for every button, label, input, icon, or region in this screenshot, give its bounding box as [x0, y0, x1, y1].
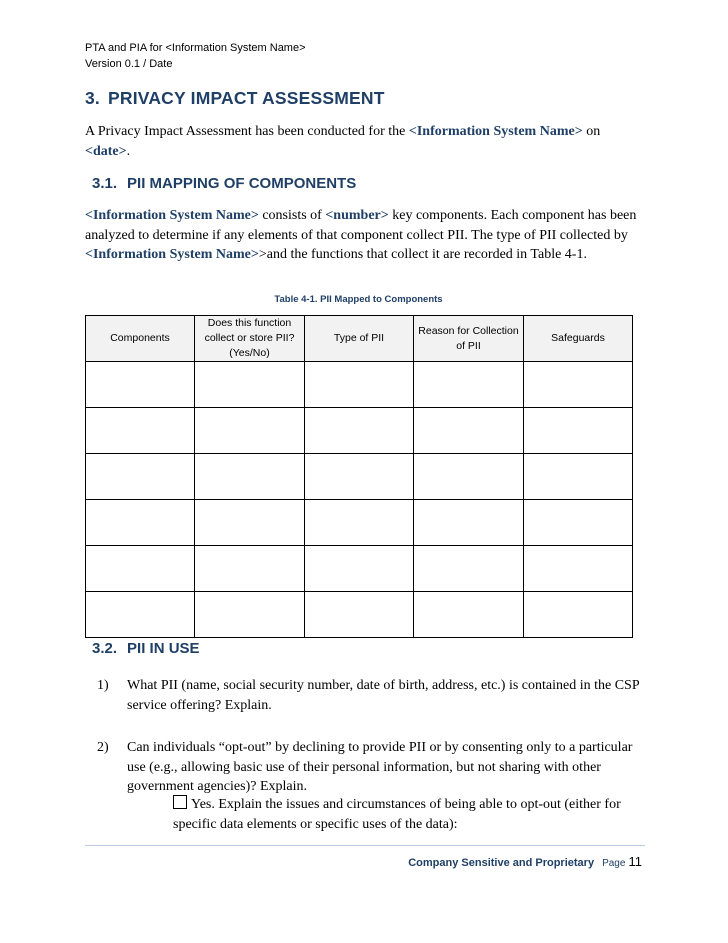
table-header-row	[86, 316, 633, 362]
section-3-1-number: 3.1.	[92, 175, 118, 192]
table-row	[86, 408, 633, 454]
intro-system-name: <Information System Name>	[408, 124, 583, 139]
table-cell[interactable]	[195, 592, 305, 638]
table-cell[interactable]	[86, 546, 195, 592]
section-3-number: 3.	[85, 88, 100, 108]
table-cell[interactable]	[524, 546, 633, 592]
para-number: <number>	[325, 208, 389, 223]
section-3-1-title: PII MAPPING OF COMPONENTS	[127, 175, 357, 192]
para-text-1: consists of	[258, 208, 326, 223]
section-3-1-paragraph	[85, 206, 645, 265]
table-cell[interactable]	[195, 546, 305, 592]
section-3-1-heading	[92, 175, 356, 192]
intro-date: <date>	[85, 143, 127, 159]
table-cell[interactable]	[86, 592, 195, 638]
table-body	[86, 362, 633, 638]
footer-page-label: Page	[602, 858, 626, 869]
table-cell[interactable]	[524, 500, 633, 546]
table-cell[interactable]	[414, 592, 524, 638]
col-header-collect-store: Does this function collect or store PII? (Yes/No)	[195, 316, 305, 362]
table-cell[interactable]	[524, 592, 633, 638]
table-cell[interactable]	[305, 408, 414, 454]
table-cell[interactable]	[305, 546, 414, 592]
para-system-name-1: <Information System Name>	[85, 208, 259, 223]
table-cell[interactable]	[86, 362, 195, 408]
intro-text-1: A Privacy Impact Assessment has been conducted for the	[85, 124, 409, 139]
section-3-heading	[85, 88, 385, 109]
list-item-number: 1)	[97, 678, 109, 693]
page-header	[85, 40, 306, 72]
header-title: PTA and PIA for <Information System Name>	[85, 42, 306, 54]
list-item-text: What PII (name, social security number, date of birth, address, etc.) is contained in the CSP service offering? Explain.	[127, 678, 640, 713]
table-cell[interactable]	[524, 454, 633, 500]
col-header-type-of-pii: Type of PII	[305, 316, 414, 362]
list-item-text: Can individuals “opt-out” by declining to provide PII or by consenting only to a particular use (e.g., allowing basic use of their personal information, but not sharing with other government agencies)? Explain.	[127, 740, 633, 794]
header-version: Version 0.1 / Date	[85, 58, 173, 70]
para-system-name-2: <Information System Name>	[85, 247, 259, 262]
intro-text-2: on	[582, 124, 601, 139]
section-3-2-heading	[92, 640, 200, 657]
table-row	[86, 592, 633, 638]
col-header-components: Components	[86, 316, 195, 362]
section-3-intro	[85, 122, 645, 161]
table-cell[interactable]	[195, 500, 305, 546]
table-cell[interactable]	[195, 408, 305, 454]
table-cell[interactable]	[414, 362, 524, 408]
footer-confidentiality: Company Sensitive and Proprietary	[408, 857, 595, 869]
opt-out-yes-text: Yes. Explain the issues and circumstances of being able to opt-out (either for specific data elements or specific uses of the data):	[173, 797, 621, 832]
table-cell[interactable]	[195, 362, 305, 408]
footer-divider	[85, 845, 645, 846]
table-cell[interactable]	[86, 454, 195, 500]
table-cell[interactable]	[524, 408, 633, 454]
opt-out-yes-option	[173, 795, 643, 834]
section-3-title: PRIVACY IMPACT ASSESSMENT	[108, 88, 385, 108]
table-row	[86, 362, 633, 408]
table-cell[interactable]	[305, 592, 414, 638]
intro-text-3: .	[126, 143, 131, 159]
table-cell[interactable]	[305, 500, 414, 546]
table-row	[86, 454, 633, 500]
table-row	[86, 546, 633, 592]
col-header-reason: Reason for Collection of PII	[414, 316, 524, 362]
table-cell[interactable]	[414, 546, 524, 592]
page-footer	[408, 854, 642, 869]
footer-page-number: 11	[628, 854, 642, 869]
table-row	[86, 500, 633, 546]
table-cell[interactable]	[414, 454, 524, 500]
list-item	[97, 738, 642, 797]
col-header-safeguards: Safeguards	[524, 316, 633, 362]
list-item	[97, 676, 642, 715]
section-3-2-title: PII IN USE	[127, 640, 200, 657]
table-cell[interactable]	[86, 500, 195, 546]
opt-out-yes-checkbox[interactable]	[173, 795, 187, 809]
table-cell[interactable]	[305, 362, 414, 408]
para-text-3: >and the functions that collect it are recorded in Table 4-1.	[258, 247, 587, 262]
section-3-2-number: 3.2.	[92, 640, 118, 657]
pii-mapping-table	[85, 315, 633, 638]
table-caption: Table 4-1. PII Mapped to Components	[274, 294, 443, 305]
table-cell[interactable]	[195, 454, 305, 500]
table-cell[interactable]	[524, 362, 633, 408]
para-text-2: key components. Each component has been analyzed to determine if any elements of that component collect PII. The type of PII collected by	[85, 208, 637, 243]
table-cell[interactable]	[414, 500, 524, 546]
table-cell[interactable]	[305, 454, 414, 500]
list-item-number: 2)	[97, 740, 109, 755]
table-cell[interactable]	[86, 408, 195, 454]
table-cell[interactable]	[414, 408, 524, 454]
